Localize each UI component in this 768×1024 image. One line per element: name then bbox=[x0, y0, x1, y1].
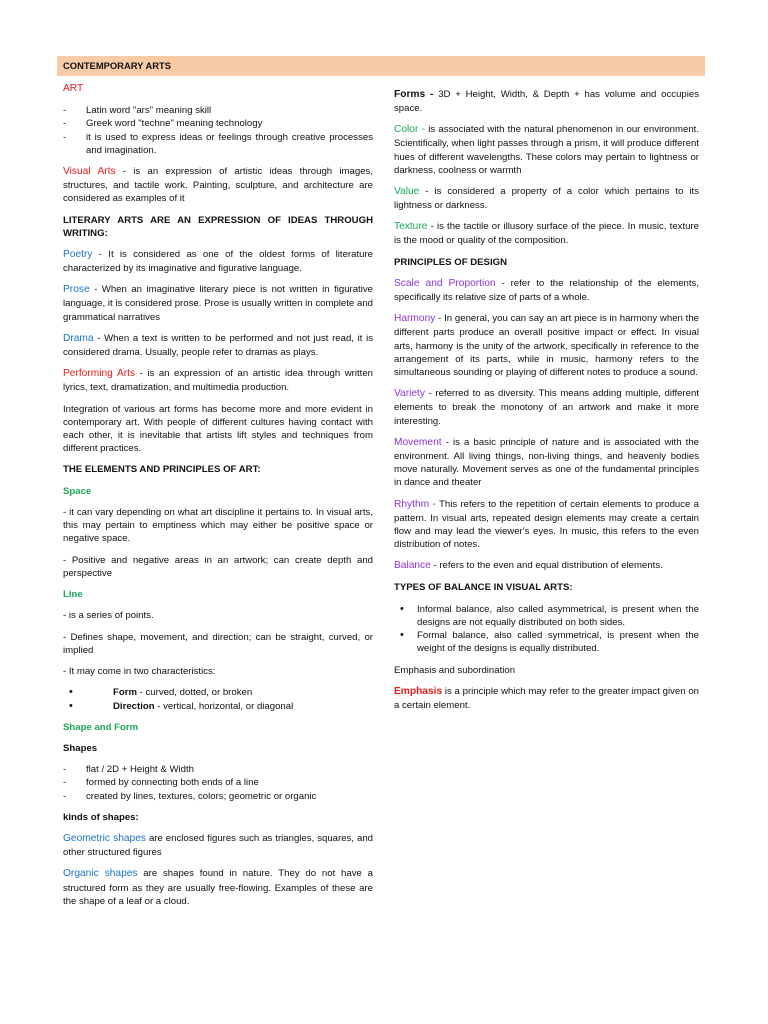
direction-label: Direction bbox=[113, 700, 155, 712]
list-item: - Latin word "ars" meaning skill bbox=[63, 104, 373, 117]
color-text: is associated with the natural phenomenon in our environment. Scientifically, when light passes through a prism, it will produce different hues of different wavelengths. These colors may pertain to lightness or darkness, coolness or warmth bbox=[394, 124, 699, 176]
literary-heading: LITERARY ARTS ARE AN EXPRESSION OF IDEAS THROUGH WRITING: bbox=[63, 214, 373, 239]
prose-paragraph bbox=[63, 283, 373, 324]
list-item: - formed by connecting both ends of a line bbox=[63, 776, 373, 789]
visual-arts-paragraph bbox=[63, 165, 373, 206]
texture-term: Texture bbox=[394, 221, 428, 233]
geometric-text: are enclosed figures such as triangles, squares, and other structured figures bbox=[63, 833, 373, 859]
balance-term: Balance bbox=[394, 560, 431, 572]
performing-arts-paragraph bbox=[63, 367, 373, 394]
balance-heading: TYPES OF BALANCE IN VISUAL ARTS: bbox=[394, 582, 573, 594]
line-term: Line bbox=[63, 589, 83, 601]
space-text-2: - Positive and negative areas in an artwork; can create depth and perspective bbox=[63, 554, 373, 579]
scale-paragraph bbox=[394, 277, 699, 304]
rhythm-paragraph bbox=[394, 498, 699, 552]
organic-paragraph bbox=[63, 867, 373, 908]
direction-text: - vertical, horizontal, or diagonal bbox=[154, 700, 294, 712]
list-item: - created by lines, textures, colors; geometric or organic bbox=[63, 790, 373, 803]
movement-text: - is a basic principle of nature and is associated with the environment. All living things, non-living things, and heavenly bodies move naturally. Movement serves as one of the fundamental principles in dance and theater bbox=[394, 436, 699, 489]
list-item bbox=[63, 686, 373, 699]
balance-text: - refers to the even and equal distribution of elements. bbox=[430, 560, 663, 572]
variety-text: - referred to as diversity. This means adding multiple, different elements to break the monotony of an artwork and make it more interesting. bbox=[394, 388, 699, 427]
emphasis-text: is a principle which may refer to the greater impact given on a certain element. bbox=[394, 685, 699, 711]
poetry-text: - It is considered as one of the oldest forms of literature characterized by its imaginative and figurative language. bbox=[63, 249, 373, 275]
geometric-term: Geometric shapes bbox=[63, 833, 146, 845]
value-term: Value bbox=[394, 186, 420, 198]
list-item: - flat / 2D + Height & Width bbox=[63, 763, 373, 776]
rhythm-text: This refers to the repetition of certain elements to produce a pattern. In visual arts, repeated design elements may create a certain flow and may lead the viewer's eyes. In music, this refers to the even distribution of notes. bbox=[394, 498, 699, 551]
texture-text: - is the tactile or illusory surface of the piece. In music, texture is the mood or quality of the composition. bbox=[394, 221, 699, 247]
performing-arts-term: Performing Arts bbox=[63, 368, 136, 380]
visual-arts-text: - is an expression of artistic ideas through images, structures, and tactile work. Painting, sculpture, and architecture are considered as examples of it bbox=[63, 166, 373, 205]
forms-paragraph bbox=[394, 88, 699, 115]
list-item: • Formal balance, also called symmetrical, is present when the weight of the designs is equally distributed. bbox=[394, 629, 699, 655]
drama-term: Drama bbox=[63, 332, 94, 344]
art-points bbox=[63, 104, 373, 157]
visual-arts-term: Visual Arts bbox=[63, 166, 116, 178]
shape-form-term: Shape and Form bbox=[63, 721, 139, 733]
emphasis-paragraph bbox=[394, 685, 699, 712]
line-characteristics bbox=[63, 686, 373, 712]
value-text: - is considered a property of a color which pertains to its lightness or darkness. bbox=[394, 186, 699, 212]
color-term: Color - bbox=[394, 124, 426, 136]
shapes-points bbox=[63, 763, 373, 803]
document-title: CONTEMPORARY ARTS bbox=[63, 60, 171, 71]
line-text-3: - It may come in two characteristics: bbox=[63, 666, 216, 678]
space-text-1: - it can vary depending on what art discipline it pertains to. In visual arts, this may pertain to emptiness which may either be positive space or negative space. bbox=[63, 506, 373, 545]
list-item: • Informal balance, also called asymmetrical, is present when the designs are not equally distributed on both sides. bbox=[394, 603, 699, 629]
color-paragraph bbox=[394, 123, 699, 177]
balance-paragraph bbox=[394, 559, 699, 573]
value-paragraph bbox=[394, 185, 699, 212]
prose-term: Prose bbox=[63, 284, 90, 296]
line-text-1: - is a series of points. bbox=[63, 610, 154, 622]
poetry-term: Poetry bbox=[63, 249, 93, 261]
emphasis-subordination: Emphasis and subordination bbox=[394, 664, 516, 676]
drama-text: - When a text is written to be performed and not just read, it is considered drama. Usually, people refer to dramas as plays. bbox=[63, 332, 373, 358]
variety-term: Variety bbox=[394, 388, 425, 400]
organic-term: Organic shapes bbox=[63, 868, 138, 880]
harmony-text: - In general, you can say an art piece is in harmony when the different parts produce an overall positive impact or effect. In visual arts, harmony is the unity of the artwork, specifically in reference to the arrangement of its parts, while in music, harmony refers to the simultaneous sounding or playing of different notes to produce a sound. bbox=[394, 313, 699, 379]
scale-text: - refer to the relationship of the elements, specifically its relative size of parts of a whole. bbox=[394, 277, 699, 304]
shapes-heading: Shapes bbox=[63, 742, 98, 754]
prose-text: - When an imaginative literary piece is not written in figurative language, it is considered prose. Prose is usually written in complete and grammatical narratives bbox=[63, 284, 373, 323]
kinds-heading: kinds of shapes: bbox=[63, 811, 139, 823]
scale-term: Scale and Proportion bbox=[394, 277, 496, 289]
list-item: - it is used to express ideas or feelings through creative processes and imagination. bbox=[63, 131, 373, 157]
harmony-paragraph bbox=[394, 312, 699, 379]
form-label: Form bbox=[113, 687, 137, 699]
drama-paragraph bbox=[63, 332, 373, 359]
list-item: - Greek word "techne" meaning technology bbox=[63, 117, 373, 130]
title-banner bbox=[57, 56, 705, 76]
forms-term: Forms - bbox=[394, 89, 434, 100]
movement-term: Movement bbox=[394, 436, 442, 448]
balance-types bbox=[394, 603, 699, 656]
texture-paragraph bbox=[394, 220, 699, 247]
integration-paragraph: Integration of various art forms has become more and more evident in contemporary art. With people of different cultures having contact with each other, it is inevitable that artists lift styles and techniques from different practices. bbox=[63, 403, 373, 455]
left-column bbox=[63, 82, 373, 916]
line-text-2: - Defines shape, movement, and direction; can be straight, curved, or implied bbox=[63, 631, 373, 656]
rhythm-term: Rhythm - bbox=[394, 498, 436, 510]
organic-text: are shapes found in nature. They do not have a structured form as they are usually free-flowing. Examples of these are the shape of a leaf or a cloud. bbox=[63, 868, 373, 907]
emphasis-term: Emphasis bbox=[394, 685, 443, 697]
elements-heading: THE ELEMENTS AND PRINCIPLES OF ART: bbox=[63, 464, 261, 476]
performing-arts-text: - is an expression of an artistic idea through written lyrics, text, dramatization, and multimedia production. bbox=[63, 368, 373, 394]
space-term: Space bbox=[63, 485, 92, 497]
geometric-paragraph bbox=[63, 832, 373, 859]
right-column bbox=[394, 88, 699, 720]
form-text: - curved, dotted, or broken bbox=[136, 687, 253, 699]
forms-text: 3D + Height, Width, & Depth + has volume and occupies space. bbox=[394, 89, 700, 115]
art-heading: ART bbox=[63, 83, 84, 94]
list-item bbox=[63, 700, 373, 713]
poetry-paragraph bbox=[63, 248, 373, 275]
movement-paragraph bbox=[394, 436, 699, 490]
principles-heading: PRINCIPLES OF DESIGN bbox=[394, 256, 508, 268]
variety-paragraph bbox=[394, 387, 699, 428]
harmony-term: Harmony bbox=[394, 313, 436, 325]
